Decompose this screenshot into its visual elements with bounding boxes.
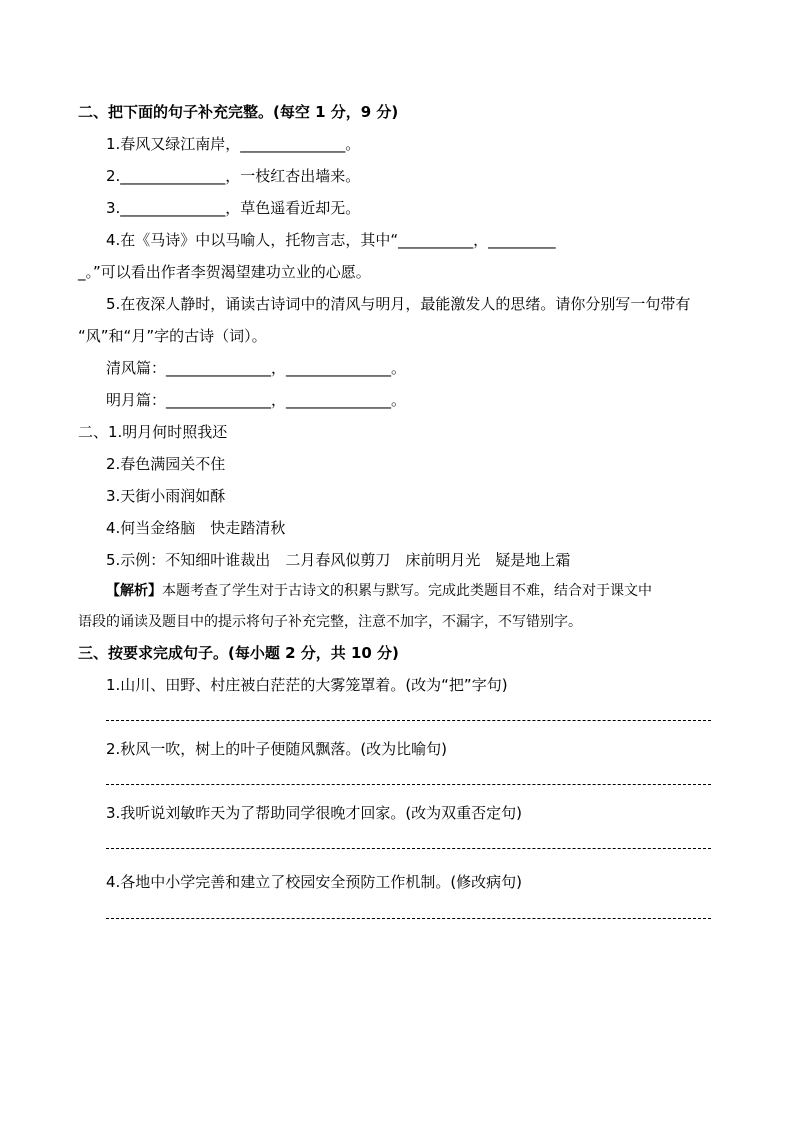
question-3-4: 4.各地中小学完善和建立了校园安全预防工作机制。(修改病句) [106,873,523,891]
question-3-3: 3.我听说刘敏昨天为了帮助同学很晚才回家。(改为双重否定句) [106,804,523,822]
question-3-1: 1.山川、田野、村庄被白茫茫的大雾笼罩着。(改为“把”字句) [106,676,508,694]
question-2-4-line2: _。”可以看出作者李贺渴望建功立业的心愿。 [78,263,371,281]
answer-1: 二、1.明月何时照我还 [78,423,228,441]
analysis-text: 本题考查了学生对于古诗文的积累与默写。完成此类题目不难，结合对于课文中 [162,583,652,599]
question-2-4-line1: 4.在《马诗》中以马喻人，托物言志，其中“__________，_________ [106,231,556,249]
qingfeng-blank-line: 清风篇：______________，______________。 [106,359,407,377]
answer-line-3-2 [106,784,711,785]
analysis-line2: 语段的诵读及题目中的提示将句子补充完整，注意不加字，不漏字，不写错别字。 [78,614,582,630]
mingyue-blank-line: 明月篇：______________，______________。 [106,391,407,409]
answer-4: 4.何当金络脑 快走踏清秋 [106,519,286,537]
answer-2: 2.春色满园关不住 [106,455,226,473]
analysis-line1 [106,581,652,601]
answer-line-3-1 [106,720,711,721]
question-2-3: 3.______________，草色遥看近却无。 [106,199,361,217]
answer-3: 3.天街小雨润如酥 [106,487,226,505]
answer-line-3-3 [106,848,711,849]
answer-5: 5.示例：不知细叶谁裁出 二月春风似剪刀 床前明月光 疑是地上霜 [106,551,571,569]
question-2-1: 1.春风又绿江南岸，______________。 [106,135,361,153]
section3-title: 三、按要求完成句子。(每小题 2 分，共 10 分) [78,644,399,662]
question-2-2: 2.______________，一枝红杏出墙来。 [106,167,361,185]
analysis-label: 【解析】 [106,583,162,599]
question-2-5-line1: 5.在夜深人静时，诵读古诗词中的清风与明月，最能激发人的思绪。请你分别写一句带有 [106,295,691,313]
question-2-5-line2: “风”和“月”字的古诗（词）。 [78,327,267,345]
question-3-2: 2.秋风一吹，树上的叶子便随风飘落。(改为比喻句) [106,740,448,758]
answer-line-3-4 [106,918,711,919]
section2-title: 二、把下面的句子补充完整。(每空 1 分，9 分) [78,103,399,121]
